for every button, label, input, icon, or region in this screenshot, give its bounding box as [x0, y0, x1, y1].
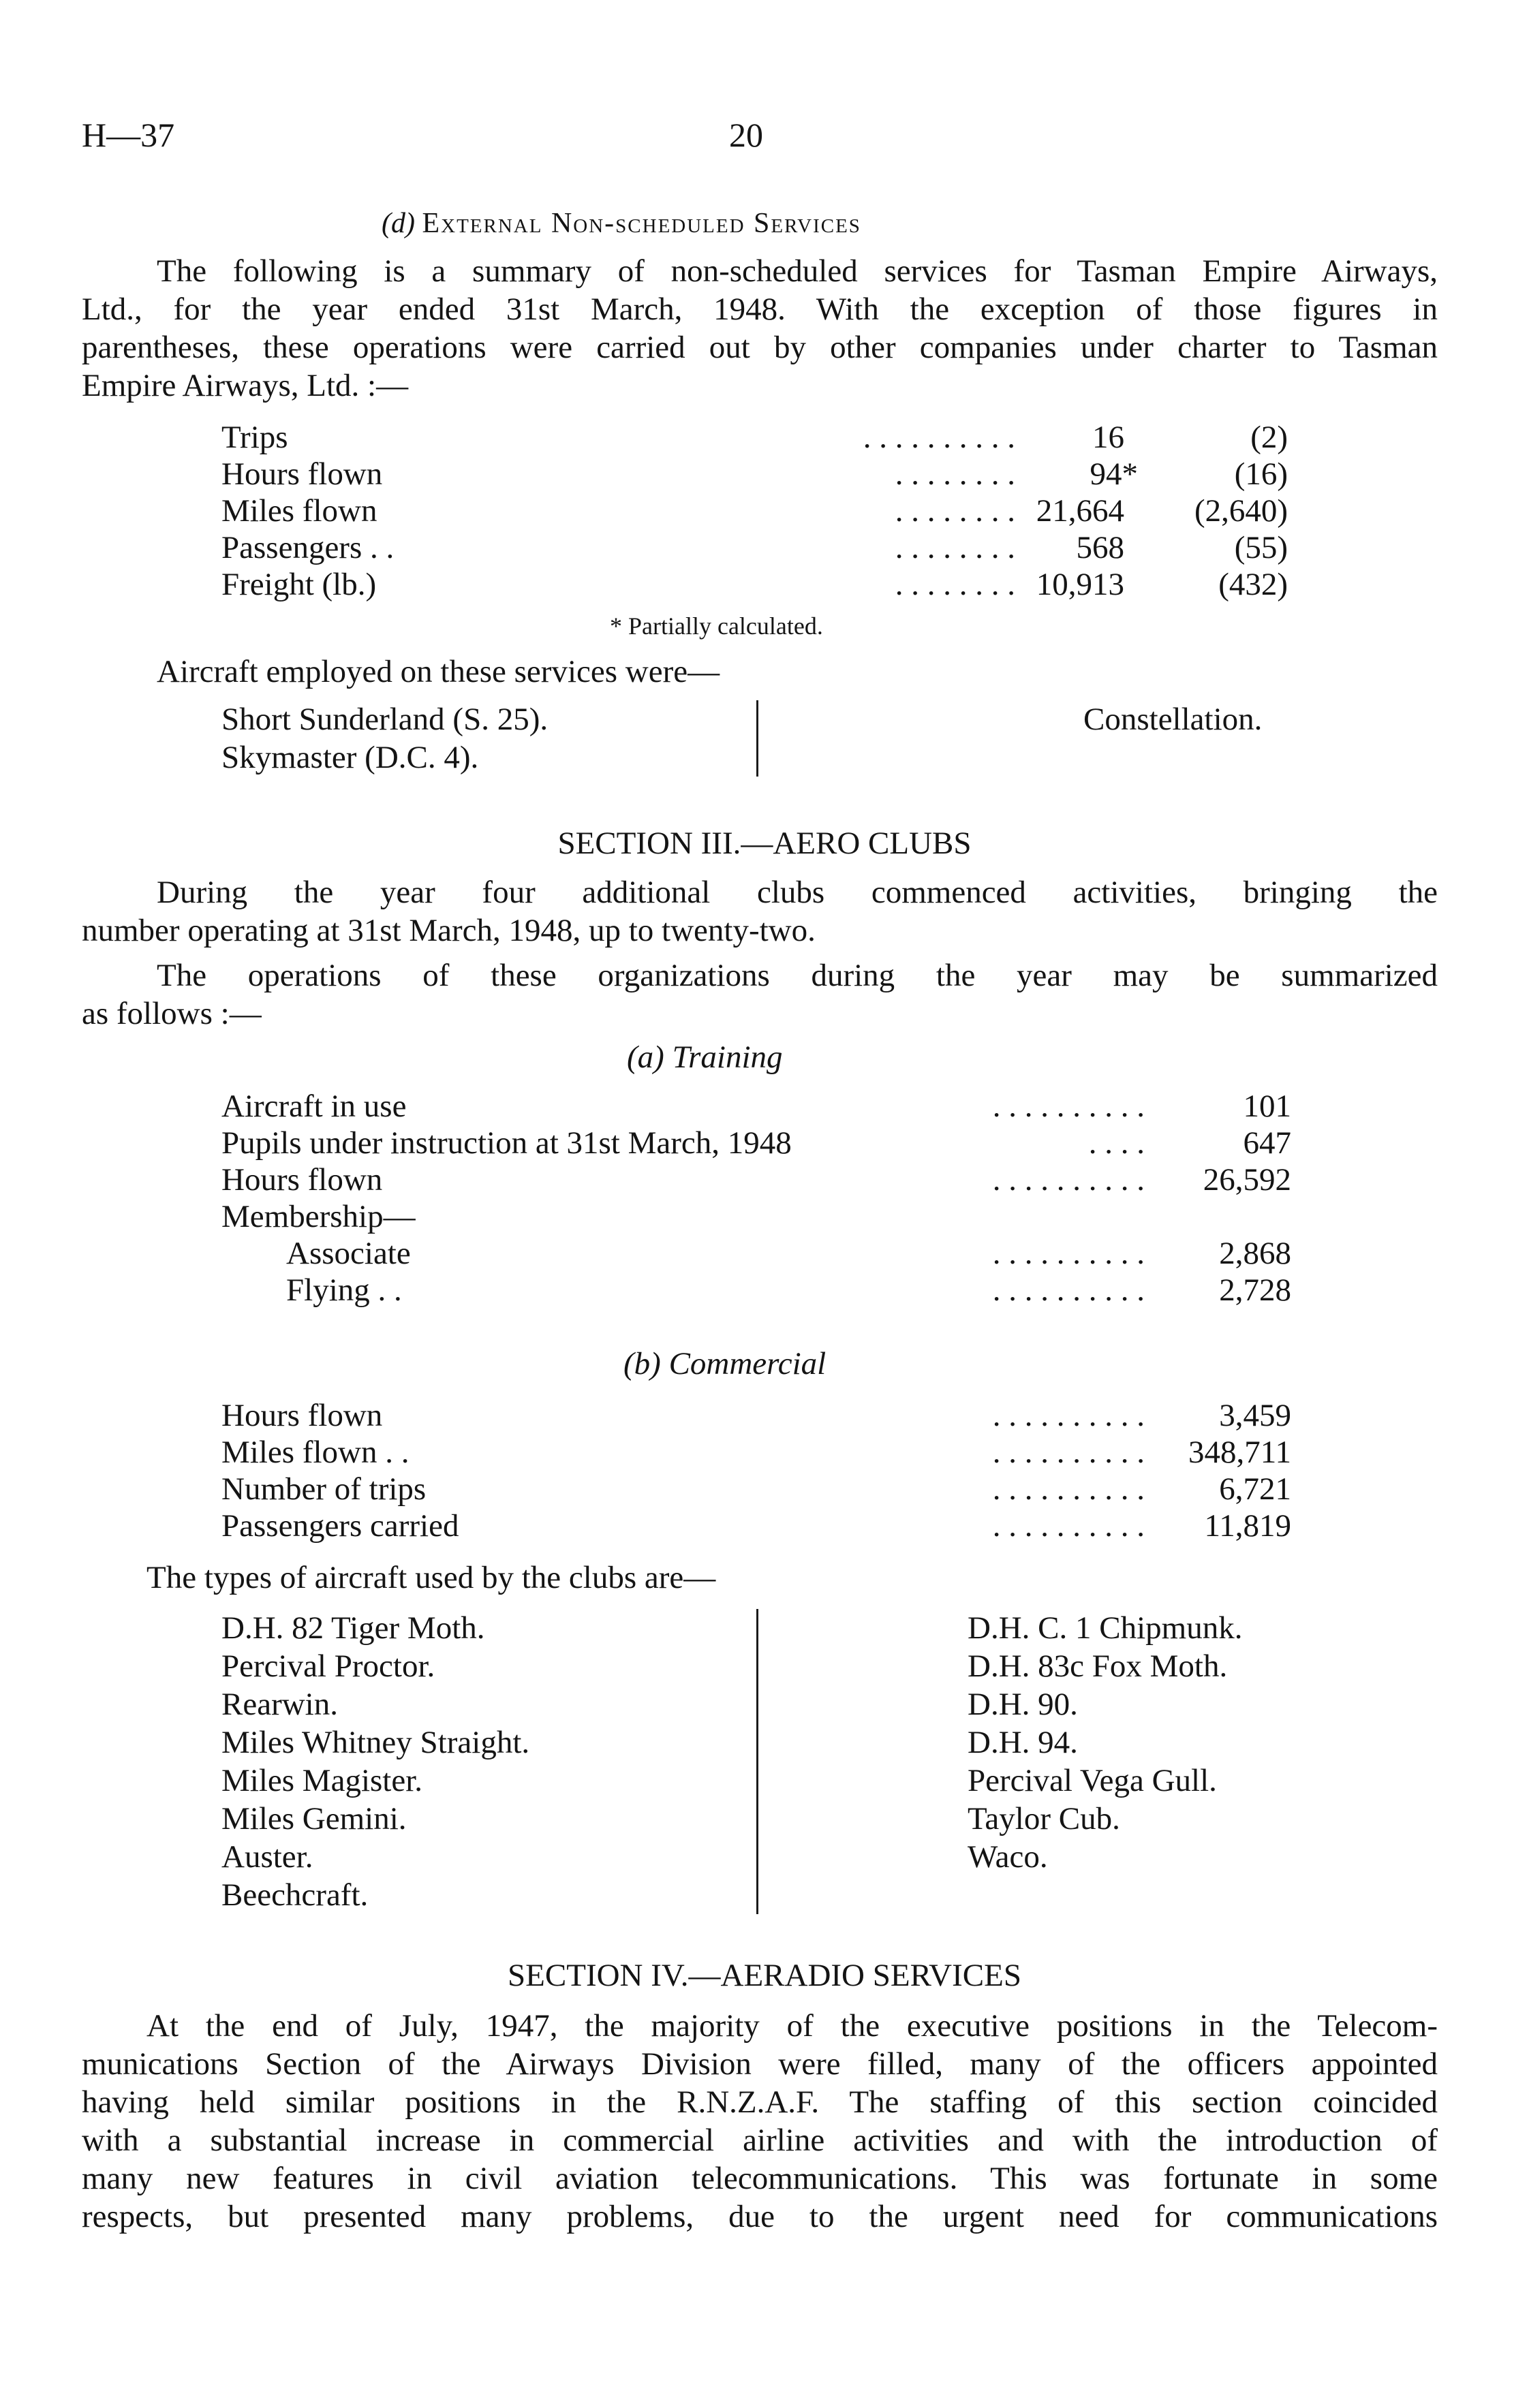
page-number: 20	[729, 116, 763, 154]
row-value: 3,459	[1219, 1398, 1291, 1433]
row-label: Trips	[221, 420, 288, 455]
list-item: Auster.	[221, 1839, 313, 1875]
section-d-intro-line-3: parentheses, these operations were carried out by other companies under charter to Tasman	[82, 330, 1438, 365]
list-item: Beechcraft.	[221, 1877, 369, 1913]
row-paren-value: (2)	[1250, 420, 1288, 455]
footnote: * Partially calculated.	[610, 612, 823, 640]
aircraft-left-2: Skymaster (D.C. 4).	[221, 740, 479, 775]
row-dots: . . . . . . . .	[895, 456, 1015, 492]
row-value: 2,868	[1219, 1236, 1291, 1271]
row-label: Pupils under instruction at 31st March, 1948	[221, 1125, 792, 1161]
row-dots: . . . . . . . . . .	[992, 1508, 1145, 1544]
row-value: 101	[1243, 1089, 1291, 1124]
section-iii-para1-line-2: number operating at 31st March, 1948, up to twenty-two.	[82, 913, 816, 948]
section-d-heading-text: External Non-scheduled Services	[422, 208, 861, 239]
table-row	[0, 529, 1529, 567]
training-heading-text: Training	[672, 1039, 783, 1075]
row-label: Aircraft in use	[221, 1089, 407, 1124]
list-item: Miles Gemini.	[221, 1801, 407, 1836]
list-item: Percival Vega Gull.	[968, 1763, 1217, 1798]
row-label: Passengers carried	[221, 1508, 459, 1544]
commercial-heading-prefix: (b)	[623, 1346, 661, 1381]
table-row	[0, 1161, 1529, 1199]
section-iv-line-5: many new features in civil aviation telecommunications. This was fortunate in some	[82, 2161, 1438, 2196]
row-value: 647	[1243, 1125, 1291, 1161]
row-paren-value: (55)	[1234, 530, 1288, 565]
row-value: 2,728	[1219, 1272, 1291, 1308]
section-d-intro-line-2: Ltd., for the year ended 31st March, 1948. With the exception of those figures in	[82, 292, 1438, 327]
row-label: Passengers . .	[221, 530, 395, 565]
row-dots: . . . . . . . . . .	[992, 1162, 1145, 1198]
table-row	[0, 1396, 1529, 1435]
table-row	[0, 1234, 1529, 1272]
row-dots: . . . . . . . . . .	[992, 1435, 1145, 1470]
section-d-intro-line-4: Empire Airways, Ltd. :—	[82, 368, 409, 403]
row-dots: . . . . . . . . . .	[992, 1272, 1145, 1308]
row-dots: . . . . . . . . . .	[992, 1398, 1145, 1433]
row-dots: . . . . . . . .	[895, 530, 1015, 565]
section-iii-heading: SECTION III.—AERO CLUBS	[557, 826, 972, 861]
document-reference: H—37	[82, 116, 175, 154]
row-dots: . . . . . . . . . .	[992, 1236, 1145, 1271]
table-row	[0, 455, 1529, 493]
table-row	[0, 1470, 1529, 1508]
row-label: Number of trips	[221, 1471, 427, 1507]
list-item: D.H. 94.	[968, 1725, 1078, 1760]
aircraft-right-1: Constellation.	[1083, 702, 1263, 737]
table-row	[0, 492, 1529, 530]
row-paren-value: (432)	[1218, 567, 1288, 602]
aircraft-intro: Aircraft employed on these services were—	[157, 654, 720, 689]
table-row	[0, 1087, 1529, 1125]
row-value: 26,592	[1203, 1162, 1291, 1198]
column-divider	[756, 1609, 758, 1914]
row-label: Miles flown	[221, 493, 377, 529]
row-label: Hours flown	[221, 1398, 383, 1433]
list-item: Rearwin.	[221, 1687, 338, 1722]
list-item: D.H. 83c Fox Moth.	[968, 1648, 1228, 1684]
list-item: Waco.	[968, 1839, 1048, 1875]
commercial-heading-text: Commercial	[668, 1346, 827, 1381]
training-heading-prefix: (a)	[627, 1039, 664, 1075]
section-iv-heading: SECTION IV.—AERADIO SERVICES	[508, 1958, 1021, 1993]
row-value: 16	[1092, 420, 1124, 455]
list-item: Miles Magister.	[221, 1763, 423, 1798]
section-iv-line-6: respects, but presented many problems, due to the urgent need for communications	[82, 2199, 1438, 2234]
commercial-heading	[623, 1345, 826, 1383]
section-iii-para1-line-1: During the year four additional clubs commenced activities, bringing the	[157, 875, 1438, 910]
table-row	[0, 1124, 1529, 1162]
row-dots: . . . . . . . . . .	[992, 1089, 1145, 1124]
section-iii-para2-line-2: as follows :—	[82, 996, 262, 1031]
list-item: D.H. 90.	[968, 1687, 1078, 1722]
row-value: 94*	[1090, 456, 1138, 492]
row-value: 348,711	[1188, 1435, 1291, 1470]
training-heading	[627, 1038, 783, 1076]
row-label: Hours flown	[221, 456, 383, 492]
row-dots: . . . . . . . .	[895, 567, 1015, 602]
row-dots: . . . . . . . .	[895, 493, 1015, 529]
section-iv-line-1: At the end of July, 1947, the majority of the executive positions in the Telecom-	[146, 2008, 1438, 2044]
row-dots: . . . . . . . . . .	[863, 420, 1015, 455]
row-label: Flying . .	[286, 1272, 402, 1308]
table-row	[0, 1507, 1529, 1545]
section-d-heading-prefix: (d)	[382, 208, 415, 239]
list-item: Miles Whitney Straight.	[221, 1725, 530, 1760]
row-paren-value: (2,640)	[1194, 493, 1288, 529]
section-iv-line-2: munications Section of the Airways Division were filled, many of the officers appointed	[82, 2046, 1438, 2082]
list-item: D.H. C. 1 Chipmunk.	[968, 1610, 1243, 1646]
aircraft-left-1: Short Sunderland (S. 25).	[221, 702, 549, 737]
table-row	[0, 1433, 1529, 1471]
row-label: Miles flown . .	[221, 1435, 410, 1470]
row-paren-value: (16)	[1234, 456, 1288, 492]
table-row	[0, 418, 1529, 456]
table-row	[0, 565, 1529, 604]
row-value: 10,913	[1036, 567, 1124, 602]
section-d-heading	[382, 204, 861, 243]
row-label: Freight (lb.)	[221, 567, 377, 602]
list-item: D.H. 82 Tiger Moth.	[221, 1610, 485, 1646]
row-label: Hours flown	[221, 1162, 383, 1198]
section-iii-para2-line-1: The operations of these organizations during the year may be summarized	[157, 958, 1438, 993]
row-value: 568	[1076, 530, 1124, 565]
row-dots: . . . .	[1088, 1125, 1145, 1161]
table-row	[0, 1198, 1529, 1236]
list-item: Percival Proctor.	[221, 1648, 435, 1684]
table-row	[0, 1271, 1529, 1309]
list-item: Taylor Cub.	[968, 1801, 1120, 1836]
row-label: Associate	[286, 1236, 411, 1271]
row-label: Membership—	[221, 1199, 416, 1234]
row-dots: . . . . . . . . . .	[992, 1471, 1145, 1507]
section-d-intro-line-1: The following is a summary of non-scheduled services for Tasman Empire Airways,	[157, 253, 1438, 289]
row-value: 21,664	[1036, 493, 1124, 529]
row-value: 11,819	[1204, 1508, 1291, 1544]
column-divider	[756, 700, 758, 777]
section-iv-line-3: having held similar positions in the R.N.Z.A.F. The staffing of this section coincided	[82, 2084, 1438, 2120]
types-intro: The types of aircraft used by the clubs are—	[146, 1560, 716, 1595]
section-iv-line-4: with a substantial increase in commercial airline activities and with the introduction of	[82, 2123, 1438, 2158]
row-value: 6,721	[1219, 1471, 1291, 1507]
